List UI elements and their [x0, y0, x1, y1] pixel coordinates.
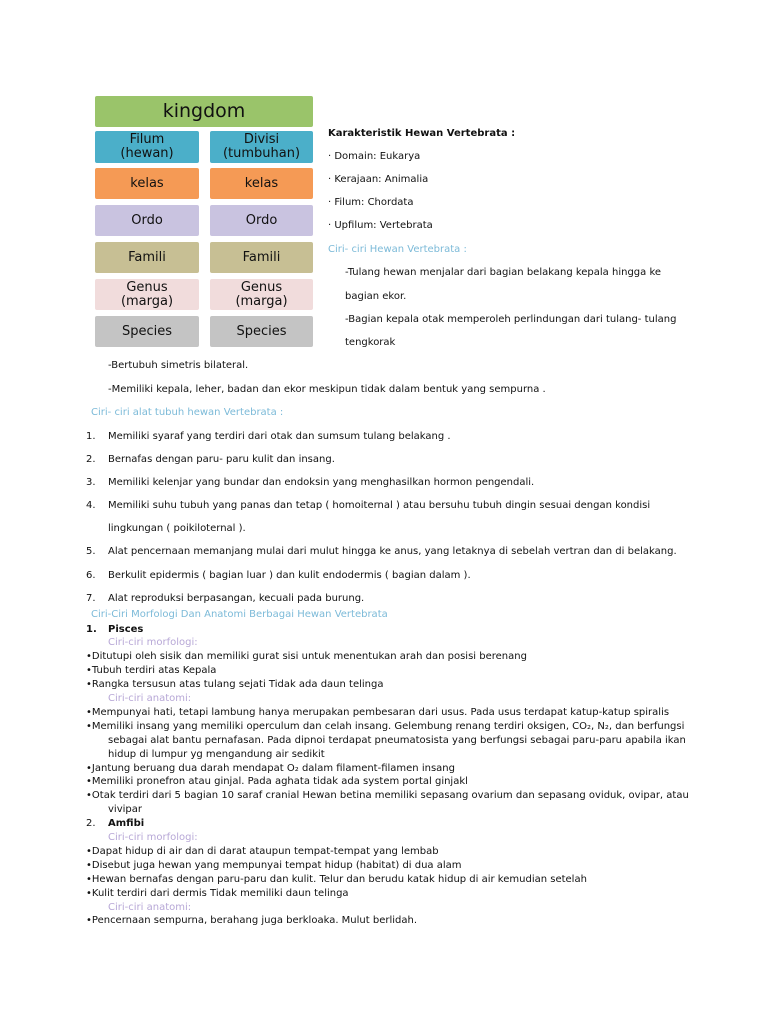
ciri-hewan-line: -Memiliki kepala, leher, badan dan ekor meskipun tidak dalam bentuk yang sempurna .: [108, 384, 546, 395]
amfibi-morfologi-item: •Dapat hidup di air dan di darat ataupun tempat-tempat yang lembab: [86, 846, 439, 857]
pisces-anatomi-item-cont: vivipar: [108, 804, 142, 815]
alat-tubuh-item: Memiliki suhu tubuh yang panas dan tetap ( homoiternal ) atau bersuhu tubuh dingin sesuai dengan kondisi: [108, 500, 651, 511]
ciri-hewan-line: tengkorak: [345, 337, 396, 348]
pisces-anatomi-subheading: Ciri-ciri anatomi:: [108, 693, 192, 704]
pisces-morfologi-item: •Tubuh terdiri atas Kepala: [86, 665, 217, 676]
ciri-hewan-title: Ciri- ciri Hewan Vertebrata :: [328, 244, 467, 255]
famili-box-tumbuhan: Famili: [210, 242, 313, 273]
alat-tubuh-item-cont: lingkungan ( poikiloternal ).: [108, 523, 246, 534]
karakteristik-item: · Domain: Eukarya: [328, 151, 421, 162]
pisces-morfologi-item: •Ditutupi oleh sisik dan memiliki gurat sisi untuk menentukan arah dan posisi berenang: [86, 651, 527, 662]
amfibi-anatomi-item: •Pencernaan sempurna, berahang juga berkloaka. Mulut berlidah.: [86, 915, 418, 926]
pisces-anatomi-item: •Otak terdiri dari 5 bagian 10 saraf cranial Hewan betina memiliki sepasang ovarium dan sepasang oviduk, ovipar, atau: [86, 790, 689, 801]
karakteristik-item: · Upfilum: Vertebrata: [328, 220, 433, 231]
alat-tubuh-item: Alat reproduksi berpasangan, kecuali pada burung.: [108, 593, 365, 604]
amfibi-heading: Amfibi: [108, 818, 145, 829]
kelas-box-hewan: kelas: [95, 168, 199, 199]
list-number: 5.: [86, 546, 96, 557]
kelas-box-tumbuhan: kelas: [210, 168, 313, 199]
alat-tubuh-item: Memiliki kelenjar yang bundar dan endoksin yang menghasilkan hormon pengendali.: [108, 477, 535, 488]
list-number: 2.: [86, 454, 96, 465]
list-number: 2.: [86, 818, 96, 829]
alat-tubuh-item: Bernafas dengan paru- paru kulit dan insang.: [108, 454, 335, 465]
alat-tubuh-item: Berkulit epidermis ( bagian luar ) dan kulit endodermis ( bagian dalam ).: [108, 570, 471, 581]
genus-box-tumbuhan: Genus (marga): [210, 279, 313, 310]
pisces-anatomi-item: •Memiliki insang yang memiliki operculum dan celah insang. Gelembung renang terdiri oksigen, CO₂, N₂, dan berfungsi: [86, 721, 685, 732]
karakteristik-title: Karakteristik Hewan Vertebrata :: [328, 128, 516, 139]
list-number: 4.: [86, 500, 96, 511]
filum-box: Filum (hewan): [95, 131, 199, 163]
pisces-anatomi-item: •Memiliki pronefron atau ginjal. Pada aghata tidak ada system portal ginjakl: [86, 776, 468, 787]
ciri-hewan-line: bagian ekor.: [345, 291, 407, 302]
amfibi-morfologi-item: •Disebut juga hewan yang mempunyai tempat hidup (habitat) di dua alam: [86, 860, 462, 871]
pisces-anatomi-item: •Jantung beruang dua darah mendapat O₂ dalam filament-filamen insang: [86, 763, 455, 774]
species-box-hewan: Species: [95, 316, 199, 347]
pisces-morfologi-subheading: Ciri-ciri morfologi:: [108, 637, 198, 648]
list-number: 1.: [86, 431, 96, 442]
pisces-anatomi-item: •Mempunyai hati, tetapi lambung hanya merupakan pembesaran dari usus. Pada usus terdapat katup-katup spiralis: [86, 707, 670, 718]
alat-tubuh-item: Alat pencernaan memanjang mulai dari mulut hingga ke anus, yang letaknya di sebelah vertran dan di belakang.: [108, 546, 677, 557]
alat-tubuh-title: Ciri- ciri alat tubuh hewan Vertebrata :: [91, 407, 284, 418]
pisces-anatomi-item-cont: sebagai alat bantu pernafasan. Pada dipnoi terdapat pneumatosista yang berfungsi sebagai paru-paru apabila ikan: [108, 735, 686, 746]
amfibi-morfologi-subheading: Ciri-ciri morfologi:: [108, 832, 198, 843]
morfologi-title: Ciri-Ciri Morfologi Dan Anatomi Berbagai Hewan Vertebrata: [91, 609, 388, 620]
divisi-box: Divisi (tumbuhan): [210, 131, 313, 163]
karakteristik-item: · Kerajaan: Animalia: [328, 174, 429, 185]
genus-box-hewan: Genus (marga): [95, 279, 199, 310]
list-number: 7.: [86, 593, 96, 604]
ordo-box-tumbuhan: Ordo: [210, 205, 313, 236]
karakteristik-item: · Filum: Chordata: [328, 197, 414, 208]
pisces-heading: Pisces: [108, 624, 144, 635]
pisces-anatomi-item-cont: hidup di lumpur yg mengandung air sedikit: [108, 749, 325, 760]
ordo-box-hewan: Ordo: [95, 205, 199, 236]
famili-box-hewan: Famili: [95, 242, 199, 273]
alat-tubuh-item: Memiliki syaraf yang terdiri dari otak dan sumsum tulang belakang .: [108, 431, 451, 442]
list-number: 1.: [86, 624, 97, 635]
ciri-hewan-line: -Tulang hewan menjalar dari bagian belakang kepala hingga ke: [345, 267, 662, 278]
kingdom-box: kingdom: [95, 96, 313, 127]
amfibi-anatomi-subheading: Ciri-ciri anatomi:: [108, 902, 192, 913]
list-number: 3.: [86, 477, 96, 488]
amfibi-morfologi-item: •Kulit terdiri dari dermis Tidak memiliki daun telinga: [86, 888, 349, 899]
species-box-tumbuhan: Species: [210, 316, 313, 347]
list-number: 6.: [86, 570, 96, 581]
ciri-hewan-line: -Bertubuh simetris bilateral.: [108, 360, 249, 371]
ciri-hewan-line: -Bagian kepala otak memperoleh perlindungan dari tulang- tulang: [345, 314, 677, 325]
pisces-morfologi-item: •Rangka tersusun atas tulang sejati Tidak ada daun telinga: [86, 679, 384, 690]
amfibi-morfologi-item: •Hewan bernafas dengan paru-paru dan kulit. Telur dan berudu katak hidup di air kemudian setelah: [86, 874, 587, 885]
